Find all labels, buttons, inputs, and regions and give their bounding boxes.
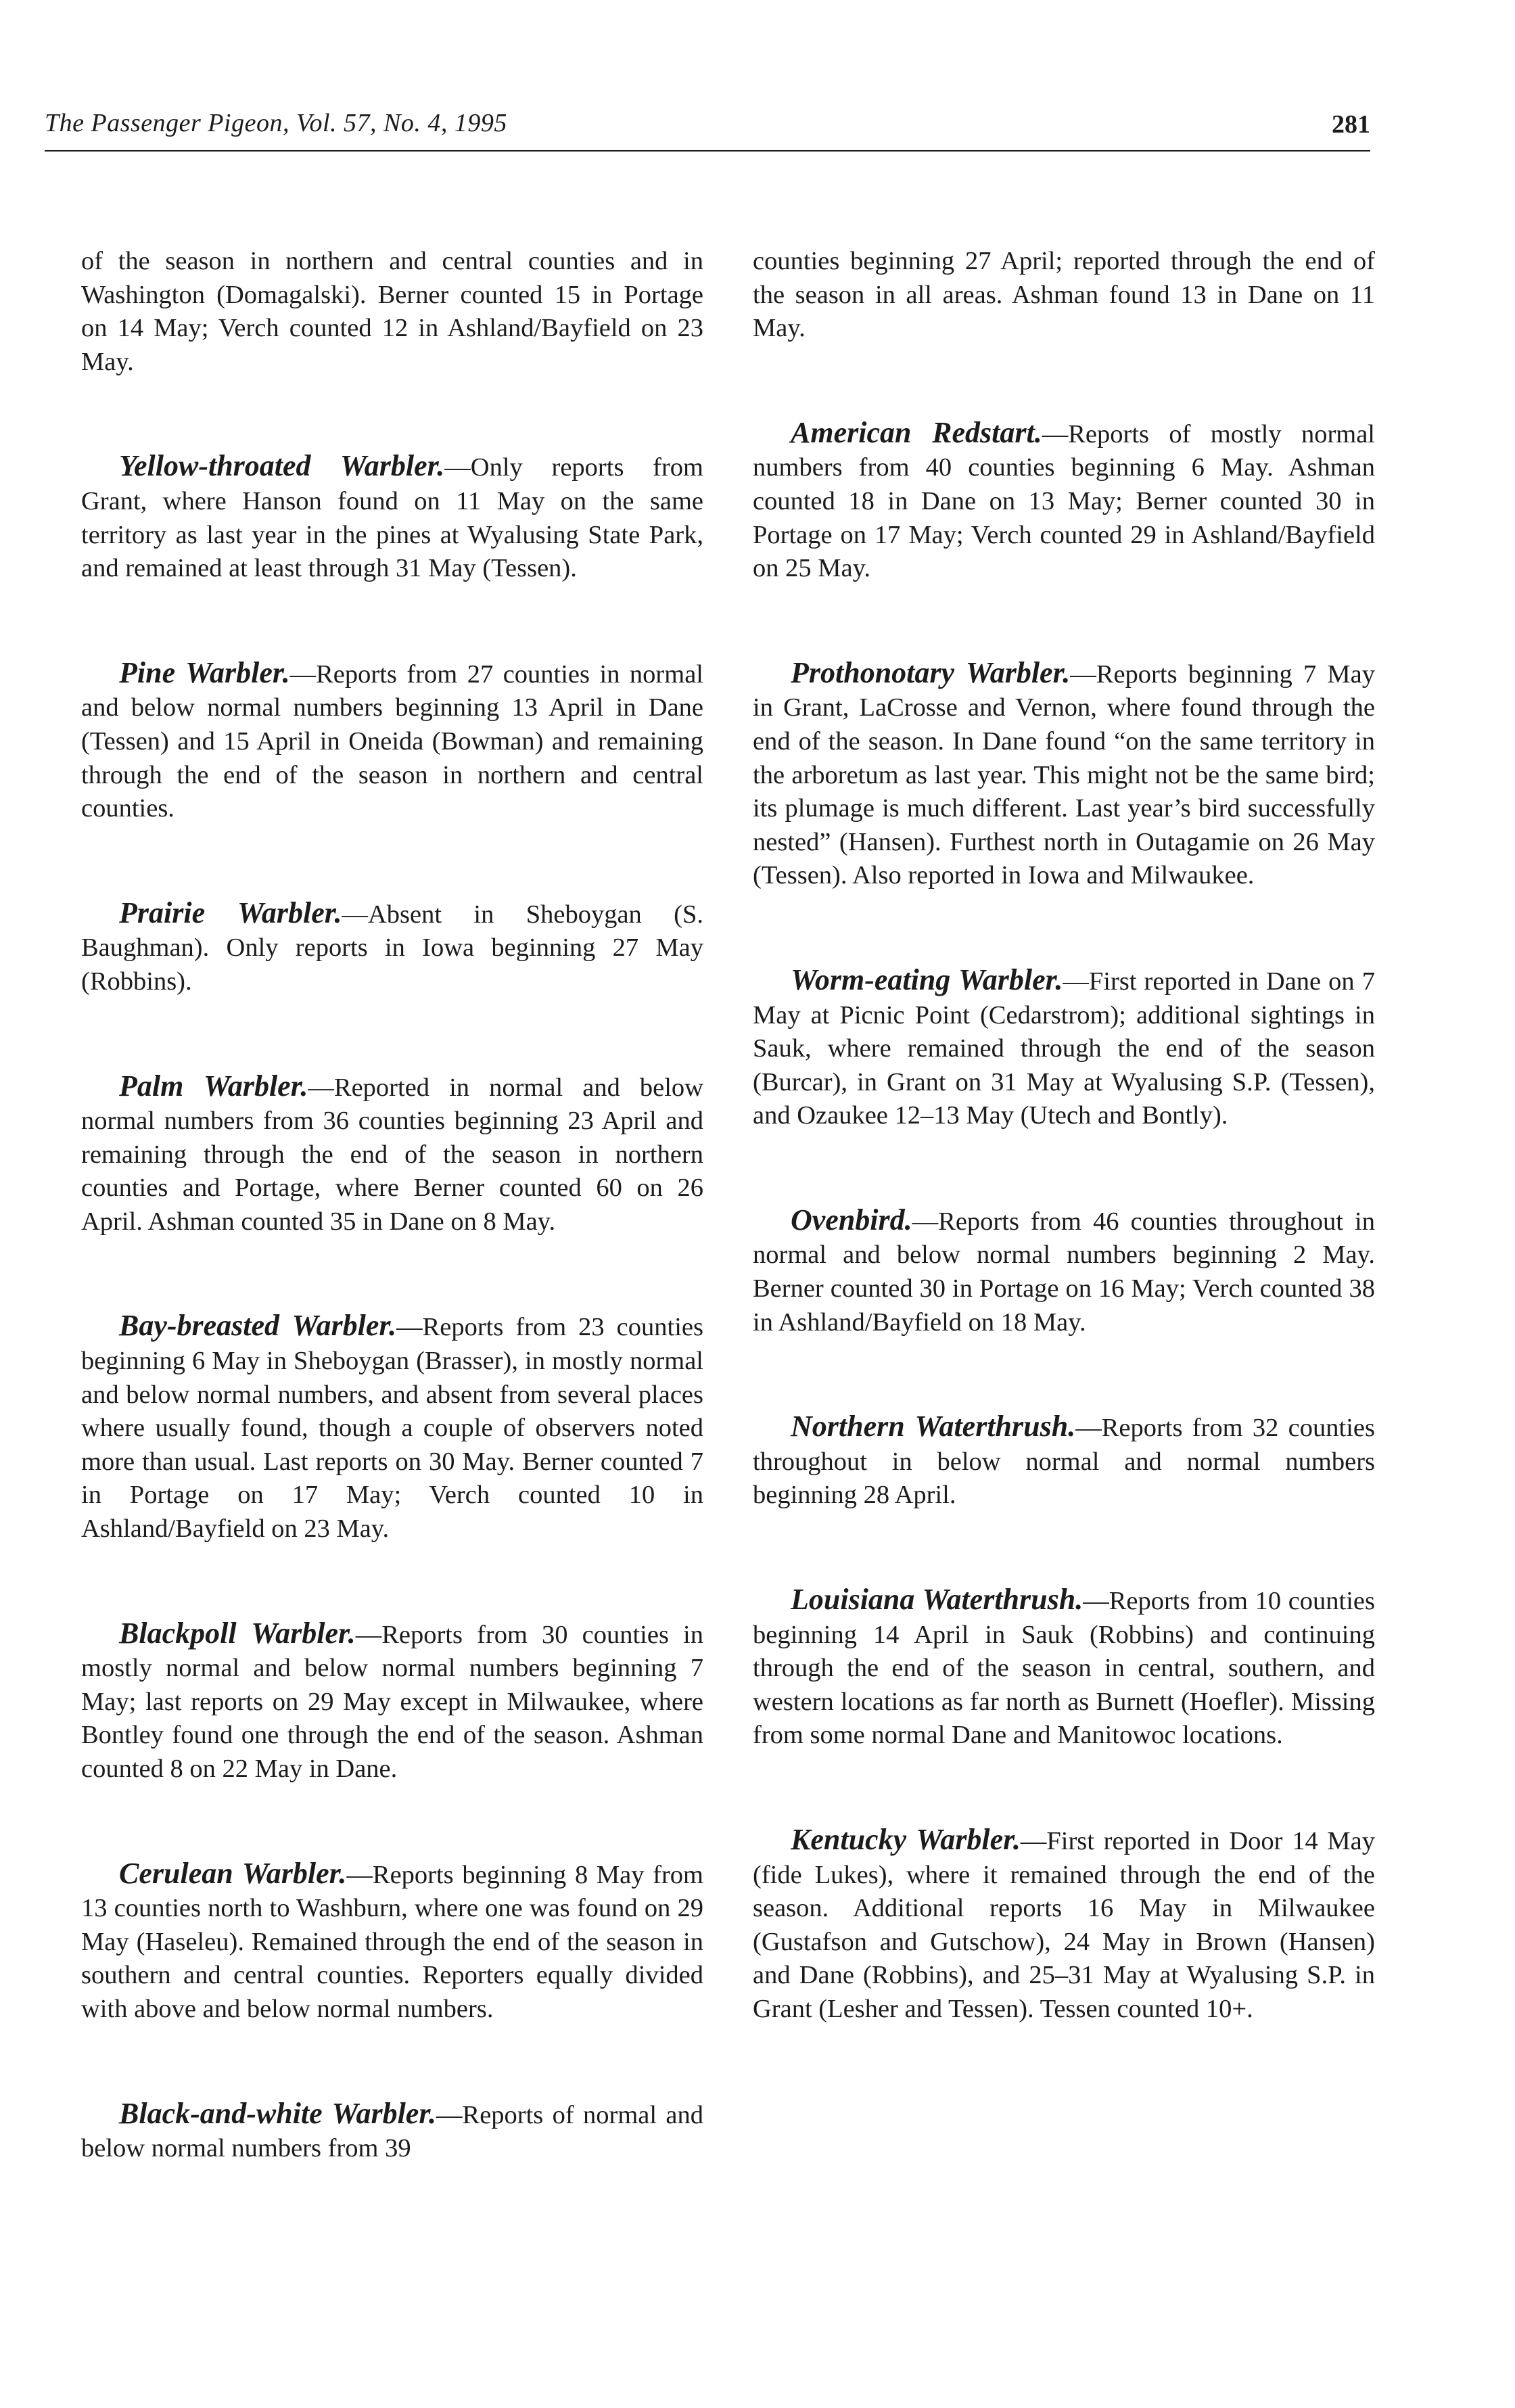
species-account: —Reports from 23 counties beginning 6 May in Sheboygan (Brasser), in mostly normal and below normal numbers, and absent from several places where usually found, though a couple of observers noted more than usual. Last reports on 30 May. Berner counted 7 in Portage on 17 May; Verch counted 10 in Ashland/Bayfield on 23 May. xyxy=(81,1313,703,1544)
species-entry xyxy=(81,656,703,826)
species-entry xyxy=(753,1203,1375,1339)
header-rule xyxy=(45,150,1370,152)
species-name: Blackpoll Warbler. xyxy=(119,1616,356,1650)
species-entry xyxy=(753,963,1375,1133)
species-account: —Reports from 27 counties in normal and below normal numbers beginning 13 April in Dane (Tessen) and 15 April in Oneida (Bowman) and remaining through the end of the season in northern and central counties. xyxy=(81,659,703,823)
species-entry xyxy=(81,896,703,999)
species-account: —Reports beginning 7 May in Grant, LaCrosse and Vernon, where found through the end of the season. In Dane found “on the same territory in the arboretum as last year. This might not be the same bird; its plumage is much different. Last year’s bird successfully nested” (Hansen). Furthest north in Outagamie on 26 May (Tessen). Also reported in Iowa and Milwaukee. xyxy=(753,659,1375,890)
species-entry xyxy=(753,1410,1375,1512)
species-account: —First reported in Door 14 May (fide Lukes), where it remained through the end of the season. Additional reports 16 May in Milwaukee (Gustafson and Gutschow), 24 May in Brown (Hansen) and Dane (Robbins), and 25–31 May at Wyalusing S.P. in Grant (Lesher and Tessen). Tessen counted 10+. xyxy=(753,1827,1375,2023)
species-entry xyxy=(753,656,1375,893)
species-account: —Reported in normal and below normal numbers from 36 counties beginning 23 April and remaining through the end of the season in northern counties and Portage, where Berner counted 60 on 26 April. Ashman counted 35 in Dane on 8 May. xyxy=(81,1073,703,1236)
species-entry xyxy=(753,1583,1375,1753)
species-name: Louisiana Waterthrush. xyxy=(791,1583,1083,1617)
species-name: Bay-breasted Warbler. xyxy=(119,1309,397,1343)
journal-citation: The Passenger Pigeon, Vol. 57, No. 4, 1995 xyxy=(45,109,507,137)
continued-paragraph: counties beginning 27 April; reported through the end of the season in all areas. Ashman found 13 in Dane on 11 May. xyxy=(753,247,1375,343)
species-entry xyxy=(753,416,1375,586)
species-name: Palm Warbler. xyxy=(119,1069,308,1103)
species-account: —Absent in Sheboygan (S. Baughman). Only reports in Iowa beginning 27 May (Robbins). xyxy=(81,900,703,996)
species-account: —First reported in Dane on 7 May at Picnic Point (Cedarstrom); additional sightings in Sauk, where remained through the end of the season (Burcar), in Grant on 31 May at Wyalusing S.P. (Tessen), and Ozaukee 12–13 May (Utech and Bontly). xyxy=(753,967,1375,1130)
species-name: Black-and-white Warbler. xyxy=(119,2096,437,2130)
species-name: American Redstart. xyxy=(791,415,1042,449)
species-name: Prothonotary Warbler. xyxy=(791,655,1071,689)
continued-paragraph: of the season in northern and central counties and in Washington (Domagalski). Berner counted 15 in Portage on 14 May; Verch counted 12 in Ashland/Bayfield on 23 May. xyxy=(81,247,703,376)
species-account: —Reports from 10 counties beginning 14 April in Sauk (Robbins) and continuing through the end of the season in central, southern, and western locations as far north as Burnett (Hoefler). Missing from some normal Dane and Manitowoc locations. xyxy=(753,1587,1375,1750)
species-account: —Reports from 30 counties in mostly normal and below normal numbers beginning 7 May; last reports on 29 May except in Milwaukee, where Bontley found one through the end of the season. Ashman counted 8 on 22 May in Dane. xyxy=(81,1620,704,1783)
left-column xyxy=(81,245,703,2166)
species-name: Northern Waterthrush. xyxy=(791,1410,1076,1443)
species-account: —Only reports from Grant, where Hanson found on 11 May on the same territory as last year in the pines at Wyalusing State Park, and remained at least through 31 May (Tessen). xyxy=(81,453,704,583)
species-name: Kentucky Warbler. xyxy=(791,1823,1021,1856)
species-entry xyxy=(81,1309,703,1546)
species-entry xyxy=(81,1617,703,1786)
species-account: —Reports of mostly normal numbers from 40 counties beginning 6 May. Ashman counted 18 in Dane on 13 May; Berner counted 30 in Portage on 17 May; Verch counted 29 in Ashland/Bayfield on 25 May. xyxy=(753,419,1375,583)
species-name: Worm-eating Warbler. xyxy=(791,963,1063,996)
species-name: Ovenbird. xyxy=(791,1203,912,1236)
species-account: —Reports from 46 counties throughout in normal and below normal numbers beginning 2 May. Berner counted 30 in Portage on 16 May; Verch counted 38 in Ashland/Bayfield on 18 May. xyxy=(753,1207,1375,1337)
species-entry xyxy=(81,1857,703,2027)
species-account: —Reports beginning 8 May from 13 counties north to Washburn, where one was found on 29 May (Haseleu). Remained through the end of the season in southern and central counties. Reporters equally divided with above and below normal numbers. xyxy=(81,1860,703,2023)
species-name: Cerulean Warbler. xyxy=(119,1856,347,1890)
species-name: Pine Warbler. xyxy=(119,655,290,689)
species-account: —Reports of normal and below normal numbers from 39 xyxy=(81,2100,703,2163)
species-entry xyxy=(81,449,703,585)
species-entry xyxy=(81,2097,703,2166)
species-name: Prairie Warbler. xyxy=(119,896,342,929)
species-name: Yellow-throated Warbler. xyxy=(119,449,445,483)
running-header xyxy=(45,108,1370,152)
species-account: —Reports from 32 counties throughout in below normal and normal numbers beginning 28 April. xyxy=(753,1414,1375,1510)
right-column xyxy=(753,245,1375,2027)
species-entry xyxy=(81,1069,703,1239)
species-entry xyxy=(753,1823,1375,2027)
page-number: 281 xyxy=(1332,110,1370,139)
